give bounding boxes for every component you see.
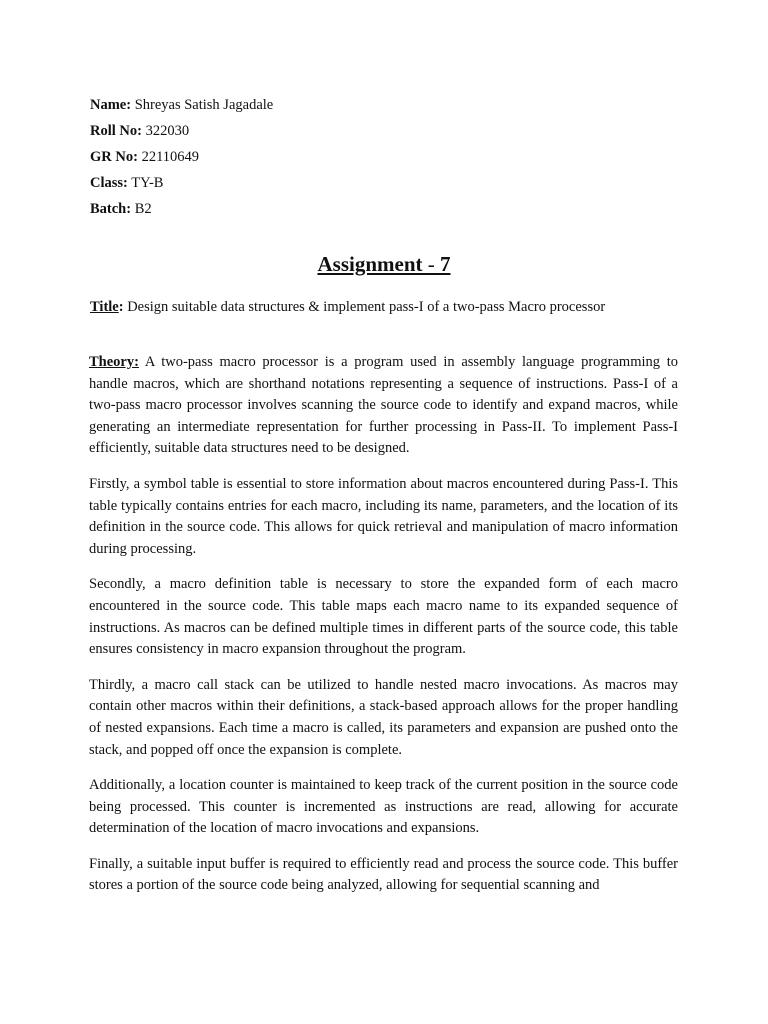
gr-row — [90, 144, 273, 170]
heading-dash: - — [422, 252, 440, 276]
student-info — [90, 92, 273, 222]
paragraph-macro-call-stack: Thirdly, a macro call stack can be utilized to handle nested macro invocations. As macros may contain other macros within their definitions, a stack-based approach allows for the proper handling of nested expansions. Each time a macro is called, its parameters and expansion are pushed onto the stack, and popped off once the expansion is complete. — [89, 676, 678, 758]
batch-value: B2 — [131, 201, 152, 217]
name-value: Shreyas Satish Jagadale — [131, 97, 274, 113]
heading-word: Assignment — [317, 252, 423, 276]
heading-number: 7 — [440, 252, 451, 276]
name-row — [90, 92, 273, 118]
theory-text: A two-pass macro processor is a program used in assembly language programming to handle macros, which are shorthand notations representing a sequence of instructions. Pass-I of a two-pass macro processor involves scanning the source code to identify and expand macros, while generating an intermediate representation for further processing in Pass-II. To implement Pass-I efficiently, suitable data structures need to be designed. — [89, 354, 678, 457]
class-value: TY-B — [127, 175, 164, 191]
roll-row — [90, 118, 273, 144]
title-label: Title — [90, 299, 119, 315]
batch-label: Batch: — [90, 201, 132, 217]
theory-section — [89, 352, 678, 897]
roll-value: 322030 — [141, 123, 190, 139]
title-colon: : — [118, 299, 128, 315]
paragraph-location-counter: Additionally, a location counter is maintained to keep track of the current position in the source code being processed. This counter is incremented as instructions are read, allowing for accurate determination of the location of macro invocations and expansions. — [89, 777, 678, 837]
roll-label: Roll No: — [90, 123, 142, 139]
paragraph-input-buffer: Finally, a suitable input buffer is required to efficiently read and process the source code. This buffer stores a portion of the source code being analyzed, allowing for sequential scanning and — [89, 855, 678, 894]
gr-label: GR No: — [90, 149, 138, 165]
batch-row — [90, 196, 273, 222]
paragraph-macro-definition-table: Secondly, a macro definition table is necessary to store the expanded form of each macro encountered in the source code. This table maps each macro name to its expanded sequence of instructions. As macros can be defined multiple times in different parts of the source code, this table ensures consistency in macro expansion throughout the program. — [89, 576, 678, 658]
title-text: Design suitable data structures & implement pass-I of a two-pass Macro processor — [127, 299, 606, 315]
class-label: Class: — [90, 175, 128, 191]
theory-label: Theory: — [89, 354, 139, 370]
assignment-heading — [0, 252, 768, 277]
name-label: Name: — [90, 97, 132, 113]
gr-value: 22110649 — [137, 149, 200, 165]
theory-paragraph — [89, 352, 678, 460]
paragraph-symbol-table: Firstly, a symbol table is essential to store information about macros encountered during Pass-I. This table typically contains entries for each macro, including its name, parameters, and the location of its definition in the source code. This allows for quick retrieval and manipulation of macro information during processing. — [89, 475, 678, 557]
assignment-title — [90, 299, 605, 316]
class-row — [90, 170, 273, 196]
